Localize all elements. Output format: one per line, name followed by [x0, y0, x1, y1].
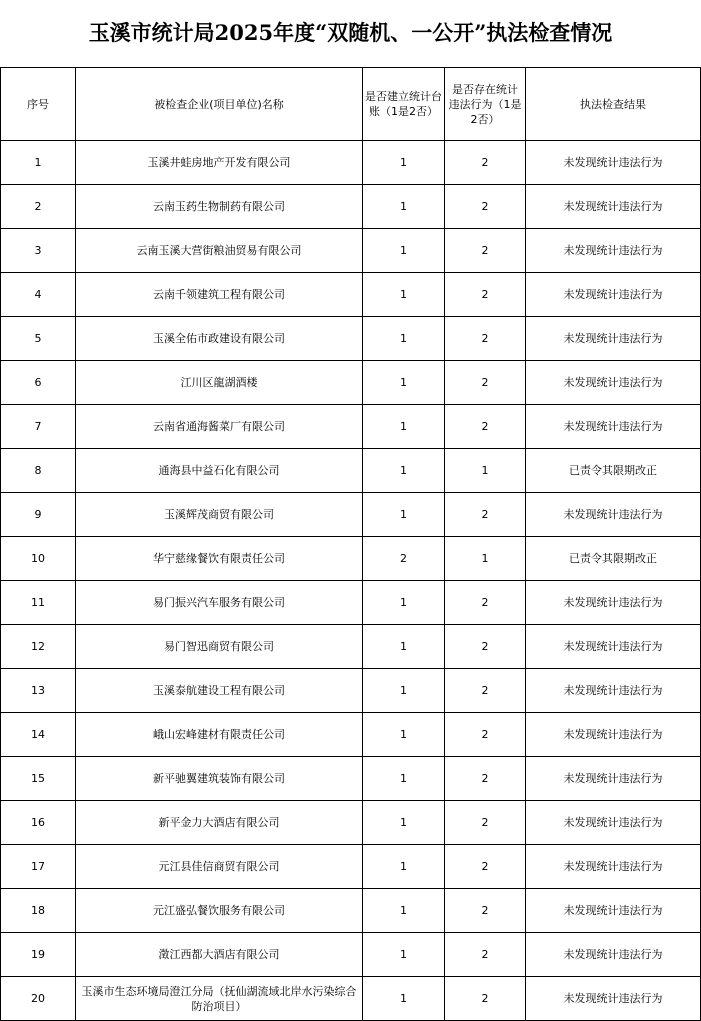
cell-ledger: 1: [363, 229, 445, 273]
cell-no: 12: [1, 625, 76, 669]
table-row: [1, 757, 701, 801]
cell-no: 19: [1, 933, 76, 977]
cell-violation: 2: [445, 933, 526, 977]
table-row: [1, 933, 701, 977]
cell-violation: 2: [445, 185, 526, 229]
cell-no: 6: [1, 361, 76, 405]
table-row: [1, 317, 701, 361]
cell-company: 元江盛弘餐饮服务有限公司: [76, 889, 363, 933]
cell-violation: 2: [445, 361, 526, 405]
cell-violation: 2: [445, 493, 526, 537]
cell-company: 云南玉溪大营街粮油贸易有限公司: [76, 229, 363, 273]
cell-no: 13: [1, 669, 76, 713]
cell-result: 未发现统计违法行为: [526, 625, 701, 669]
cell-no: 9: [1, 493, 76, 537]
cell-violation: 2: [445, 625, 526, 669]
cell-no: 8: [1, 449, 76, 493]
cell-result: 未发现统计违法行为: [526, 845, 701, 889]
cell-company: 玉溪市生态环境局澄江分局（抚仙湖流域北岸水污染综合防治项目）: [76, 977, 363, 1021]
cell-company: 玉溪全佑市政建设有限公司: [76, 317, 363, 361]
cell-company: 澂江西都大酒店有限公司: [76, 933, 363, 977]
cell-company: 易门振兴汽车服务有限公司: [76, 581, 363, 625]
cell-no: 16: [1, 801, 76, 845]
cell-ledger: 1: [363, 273, 445, 317]
cell-result: 未发现统计违法行为: [526, 801, 701, 845]
cell-violation: 2: [445, 757, 526, 801]
cell-ledger: 1: [363, 845, 445, 889]
page-title: 玉溪市统计局2025年度“双随机、一公开”执法检查情况: [88, 20, 613, 45]
cell-company: 通海县中益石化有限公司: [76, 449, 363, 493]
table-row: [1, 625, 701, 669]
table-row: [1, 493, 701, 537]
cell-violation: 2: [445, 141, 526, 185]
cell-no: 20: [1, 977, 76, 1021]
cell-result: 未发现统计违法行为: [526, 889, 701, 933]
cell-no: 7: [1, 405, 76, 449]
table-row: [1, 405, 701, 449]
table-row: [1, 889, 701, 933]
cell-company: 华宁慈缘餐饮有限责任公司: [76, 537, 363, 581]
cell-no: 14: [1, 713, 76, 757]
cell-result: 未发现统计违法行为: [526, 933, 701, 977]
cell-violation: 2: [445, 317, 526, 361]
cell-ledger: 1: [363, 361, 445, 405]
cell-violation: 2: [445, 581, 526, 625]
cell-ledger: 1: [363, 625, 445, 669]
cell-ledger: 1: [363, 141, 445, 185]
cell-company: 云南省通海酱菜厂有限公司: [76, 405, 363, 449]
cell-result: 已责令其限期改正: [526, 449, 701, 493]
cell-ledger: 1: [363, 713, 445, 757]
table-row: [1, 581, 701, 625]
table-row: [1, 801, 701, 845]
cell-result: 已责令其限期改正: [526, 537, 701, 581]
cell-ledger: 1: [363, 581, 445, 625]
cell-company: 云南千领建筑工程有限公司: [76, 273, 363, 317]
cell-no: 5: [1, 317, 76, 361]
cell-result: 未发现统计违法行为: [526, 757, 701, 801]
cell-company: 云南玉药生物制药有限公司: [76, 185, 363, 229]
cell-result: 未发现统计违法行为: [526, 141, 701, 185]
cell-result: 未发现统计违法行为: [526, 977, 701, 1021]
cell-no: 18: [1, 889, 76, 933]
cell-violation: 2: [445, 273, 526, 317]
table-row: [1, 713, 701, 757]
table-header-row: [1, 68, 701, 141]
inspection-table: [0, 67, 701, 1021]
cell-no: 4: [1, 273, 76, 317]
table-row: [1, 669, 701, 713]
cell-result: 未发现统计违法行为: [526, 669, 701, 713]
cell-ledger: 1: [363, 449, 445, 493]
cell-ledger: 2: [363, 537, 445, 581]
cell-company: 新平驰翼建筑装饰有限公司: [76, 757, 363, 801]
cell-violation: 2: [445, 889, 526, 933]
cell-no: 3: [1, 229, 76, 273]
table-row: [1, 537, 701, 581]
cell-violation: 2: [445, 845, 526, 889]
table-row: [1, 361, 701, 405]
cell-violation: 2: [445, 801, 526, 845]
cell-ledger: 1: [363, 405, 445, 449]
cell-ledger: 1: [363, 889, 445, 933]
cell-ledger: 1: [363, 933, 445, 977]
cell-company: 玉溪井蛙房地产开发有限公司: [76, 141, 363, 185]
cell-ledger: 1: [363, 801, 445, 845]
cell-result: 未发现统计违法行为: [526, 229, 701, 273]
cell-ledger: 1: [363, 757, 445, 801]
header-no: 序号: [1, 68, 76, 141]
table-row: [1, 273, 701, 317]
cell-no: 11: [1, 581, 76, 625]
cell-violation: 2: [445, 977, 526, 1021]
cell-violation: 1: [445, 449, 526, 493]
cell-company: 峨山宏峰建材有限责任公司: [76, 713, 363, 757]
cell-ledger: 1: [363, 317, 445, 361]
cell-company: 江川区龍湖酒楼: [76, 361, 363, 405]
header-ledger: 是否建立统计台账（1是2否）: [363, 68, 445, 141]
cell-result: 未发现统计违法行为: [526, 317, 701, 361]
cell-company: 易门智迅商贸有限公司: [76, 625, 363, 669]
cell-result: 未发现统计违法行为: [526, 185, 701, 229]
table-row: [1, 449, 701, 493]
cell-company: 玉溪泰航建设工程有限公司: [76, 669, 363, 713]
cell-no: 2: [1, 185, 76, 229]
header-violation: 是否存在统计违法行为（1是 2否）: [445, 68, 526, 141]
cell-company: 新平金力大酒店有限公司: [76, 801, 363, 845]
cell-result: 未发现统计违法行为: [526, 493, 701, 537]
cell-no: 10: [1, 537, 76, 581]
cell-violation: 1: [445, 537, 526, 581]
cell-no: 15: [1, 757, 76, 801]
cell-ledger: 1: [363, 977, 445, 1021]
cell-violation: 2: [445, 229, 526, 273]
cell-violation: 2: [445, 405, 526, 449]
cell-company: 元江县佳信商贸有限公司: [76, 845, 363, 889]
table-row: [1, 977, 701, 1021]
table-row: [1, 229, 701, 273]
table-row: [1, 141, 701, 185]
cell-result: 未发现统计违法行为: [526, 581, 701, 625]
cell-violation: 2: [445, 713, 526, 757]
cell-no: 1: [1, 141, 76, 185]
cell-result: 未发现统计违法行为: [526, 713, 701, 757]
table-row: [1, 185, 701, 229]
cell-company: 玉溪辉茂商贸有限公司: [76, 493, 363, 537]
cell-result: 未发现统计违法行为: [526, 273, 701, 317]
cell-ledger: 1: [363, 493, 445, 537]
cell-no: 17: [1, 845, 76, 889]
cell-result: 未发现统计违法行为: [526, 361, 701, 405]
cell-result: 未发现统计违法行为: [526, 405, 701, 449]
header-company: 被检查企业(项目单位)名称: [76, 68, 363, 141]
table-body: [1, 141, 701, 1021]
cell-violation: 2: [445, 669, 526, 713]
cell-ledger: 1: [363, 185, 445, 229]
header-result: 执法检查结果: [526, 68, 701, 141]
table-row: [1, 845, 701, 889]
cell-ledger: 1: [363, 669, 445, 713]
